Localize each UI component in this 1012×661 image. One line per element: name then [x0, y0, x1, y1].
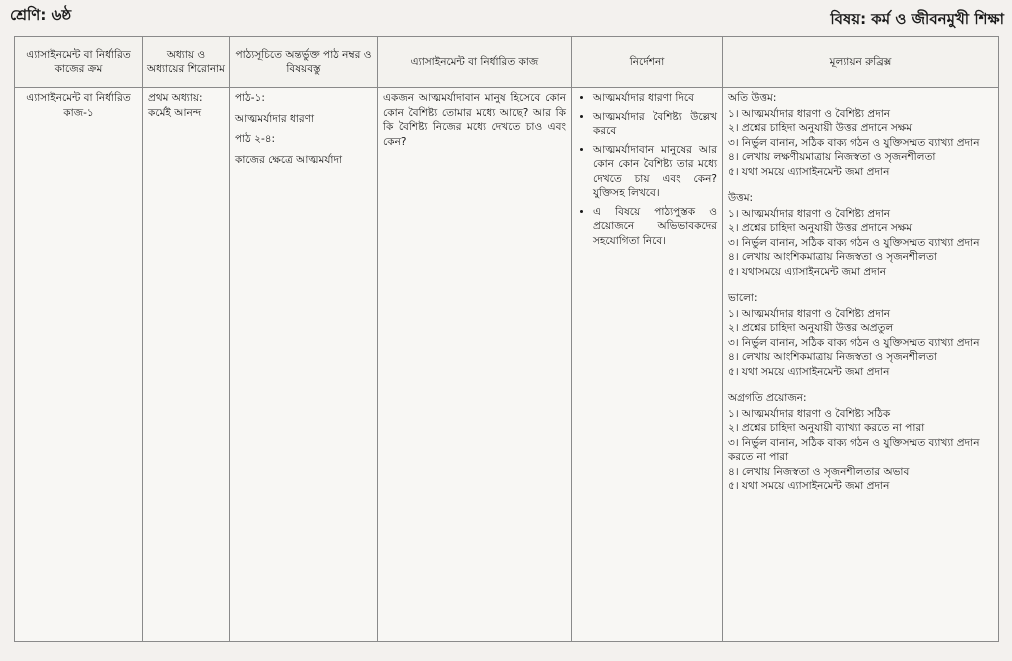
- rubric-line: ২। প্রশ্নের চাহিদা অনুযায়ী ব্যাখ্যা করতে না পারা: [728, 422, 925, 434]
- rubric-line: ১। আত্মমর্যাদার ধারণা ও বৈশিষ্ট্য প্রদান: [728, 307, 891, 320]
- lesson-2-number: পাঠ ২-৪:: [235, 133, 276, 145]
- table-header-row: [15, 37, 999, 88]
- instruction-item: • আত্মমর্যাদার বৈশিষ্ট্য উল্লেখ করবে: [593, 110, 717, 139]
- rubric-line: ৩। নির্ভুল বানান, সঠিক বাক্য গঠন ও যুক্তিসম্মত ব্যাখ্যা প্রদান করতে না পারা: [728, 436, 980, 463]
- rubric-line: ৫। যথা সময়ে এ্যাসাইনমেন্ট জমা প্রদান: [728, 165, 890, 178]
- rubric-needs-improvement: [728, 391, 993, 494]
- rubric-fair: [728, 291, 993, 379]
- rubric-line: ১। আত্মমর্যাদার ধারণা ও বৈশিষ্ট্য প্রদান: [728, 207, 891, 220]
- subject-label: বিষয়: কর্ম ও জীবনমুখী শিক্ষা: [830, 10, 1004, 28]
- header-task: এ্যাসাইনমেন্ট বা নির্ধারিত কাজ: [378, 37, 572, 88]
- assignment-number: এ্যাসাইনমেন্ট বা নির্ধারিত কাজ-১: [26, 92, 131, 119]
- header-assignment-order: এ্যাসাইনমেন্ট বা নির্ধারিত কাজের ক্রম: [15, 37, 143, 88]
- lesson-1-topic: আত্মমর্যাদার ধারণা: [235, 112, 315, 125]
- rubric-line: ১। আত্মমর্যাদার ধারণা ও বৈশিষ্ট্য প্রদান: [728, 107, 891, 120]
- rubric-line: ৫। যথাসময়ে এ্যাসাইনমেন্ট জমা প্রদান: [728, 265, 887, 278]
- rubric-heading: উত্তম:: [728, 192, 754, 204]
- task-cell: [378, 88, 572, 642]
- rubric-cell: [723, 88, 999, 642]
- rubric-excellent: [728, 91, 993, 179]
- rubric-line: ৪। লেখায় আংশিকমাত্রায় নিজস্বতা ও সৃজনশীলতা: [728, 351, 937, 363]
- header-rubric: মূল্যায়ন রুব্রিক্স: [723, 37, 999, 88]
- rubric-heading: অগ্রগতি প্রয়োজন:: [728, 392, 807, 404]
- rubric-line: ৪। লেখায় লক্ষণীয়মাত্রায় নিজস্বতা ও সৃজনশীলতা: [728, 151, 936, 163]
- rubric-line: ৪। লেখায় নিজস্বতা ও সৃজনশীলতার অভাব: [728, 465, 910, 478]
- lesson-2-topic: কাজের ক্ষেত্রে আত্মমর্যাদা: [235, 153, 343, 166]
- header-instructions: নির্দেশনা: [572, 37, 723, 88]
- rubric-good: [728, 191, 993, 279]
- task-text: একজন আত্মমর্যাদাবান মানুষ হিসেবে কোন কোন বৈশিষ্ট্য তোমার মধ্যে আছে? আর কি কি বৈশিষ্ট্য নিজের মধ্যে দেখতে চাও এবং কেন?: [383, 92, 566, 148]
- rubric-line: ৩। নির্ভুল বানান, সঠিক বাক্য গঠন ও যুক্তিসম্মত ব্যাখ্যা প্রদান: [728, 336, 980, 349]
- rubric-heading: ভালো:: [728, 292, 758, 304]
- class-label: শ্রেণি: ৬ষ্ঠ: [10, 6, 72, 24]
- instructions-cell: [572, 88, 723, 642]
- rubric-heading: অতি উত্তম:: [728, 92, 777, 104]
- header-lesson: পাঠ্যসূচিতে অন্তর্ভুক্ত পাঠ নম্বর ও বিষয়বস্তু: [230, 37, 378, 88]
- rubric-line: ৪। লেখায় আংশিকমাত্রায় নিজস্বতা ও সৃজনশীলতা: [728, 251, 937, 263]
- header-chapter: অধ্যায় ও অধ্যায়ের শিরোনাম: [143, 37, 230, 88]
- lesson-1-number: পাঠ-১:: [235, 92, 265, 104]
- rubric-line: ৩। নির্ভুল বানান, সঠিক বাক্য গঠন ও যুক্তিসম্মত ব্যাখ্যা প্রদান: [728, 136, 980, 149]
- table-row: [15, 88, 999, 642]
- rubric-line: ২। প্রশ্নের চাহিদা অনুযায়ী উত্তর প্রদানে সক্ষম: [728, 222, 913, 234]
- rubric-line: ২। প্রশ্নের চাহিদা অনুযায়ী উত্তর প্রদানে সক্ষম: [728, 122, 913, 134]
- assignment-number-cell: [15, 88, 143, 642]
- chapter-title: প্রথম অধ্যায়: কর্মেই আনন্দ: [148, 92, 203, 119]
- rubric-line: ৫। যথা সময়ে এ্যাসাইনমেন্ট জমা প্রদান: [728, 365, 890, 378]
- rubric-line: ১। আত্মমর্যাদার ধারণা ও বৈশিষ্ট্য সঠিক: [728, 407, 891, 420]
- rubric-line: ৩। নির্ভুল বানান, সঠিক বাক্য গঠন ও যুক্তিসম্মত ব্যাখ্যা প্রদান: [728, 236, 980, 249]
- instruction-item: • এ বিষয়ে পাঠ্যপুস্তক ও প্রয়োজনে অভিভাবকদের সহযোগিতা নিবে।: [593, 205, 717, 249]
- instruction-item: • আত্মমর্যাদাবান মানুষের আর কোন কোন বৈশিষ্ট্য তার মধ্যে দেখতে চায় এবং কেন? যুক্তিসহ লিখবে।: [593, 143, 717, 201]
- assignment-table: [14, 36, 999, 642]
- instruction-item: • আত্মমর্যাদার ধারণা দিবে: [593, 91, 717, 106]
- lesson-cell: [230, 88, 378, 642]
- instructions-list: [577, 91, 717, 248]
- rubric-line: ২। প্রশ্নের চাহিদা অনুযায়ী উত্তর অপ্রতুল: [728, 322, 894, 334]
- chapter-cell: [143, 88, 230, 642]
- rubric-line: ৫। যথা সময়ে এ্যাসাইনমেন্ট জমা প্রদান: [728, 480, 890, 492]
